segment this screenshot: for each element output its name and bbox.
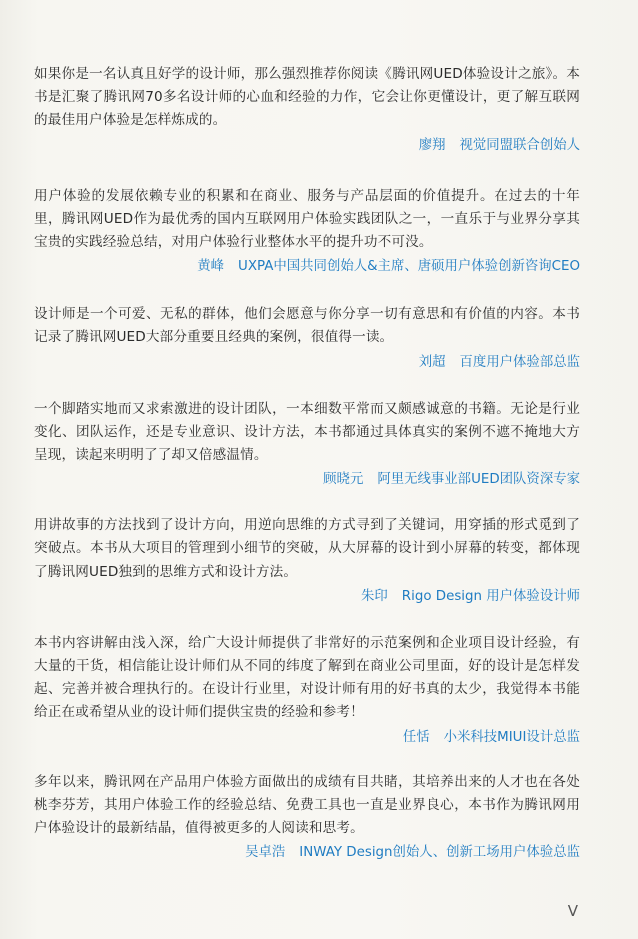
endorsement-2	[34, 185, 580, 279]
endorsement-1	[34, 63, 580, 157]
endorser-name: 任恬	[402, 729, 430, 745]
endorsement-attribution	[34, 352, 580, 374]
endorser-name: 刘超	[418, 354, 446, 370]
endorsement-3	[34, 303, 580, 373]
endorsement-text: 用讲故事的方法找到了设计方向，用逆向思维的方式寻到了关键词，用穿插的形式觅到了突破点。本书从大项目的管理到小细节的突破，从大屏幕的设计到小屏幕的转变，都体现了腾讯网UED独到的思维方式和设计方法。	[34, 517, 580, 580]
endorser-name: 黄峰	[197, 259, 225, 275]
endorsement-5	[34, 514, 580, 608]
endorsements-list	[34, 63, 580, 864]
endorsement-text: 如果你是一名认真且好学的设计师，那么强烈推荐你阅读《腾讯网UED体验设计之旅》。本书是汇聚了腾讯网70多名设计师的心血和经验的力作，它会让你更懂设计，更了解互联网的最佳用户体验是怎样炼成的。	[34, 66, 580, 129]
endorser-title: UXPA中国共同创始人&主席、唐硕用户体验创新咨询CEO	[238, 259, 580, 275]
endorsement-text: 一个脚踏实地而又求索激进的设计团队，一本细数平常而又颇感诚意的书籍。无论是行业变化、团队运作，还是专业意识、设计方法，本书都通过具体真实的案例不遮不掩地大方呈现，读起来明明了了却又倍感温情。	[34, 400, 580, 464]
endorser-name: 顾晓元	[323, 472, 364, 488]
endorser-title: INWAY Design创始人、创新工场用户体验总监	[299, 845, 580, 861]
endorsement-attribution	[34, 727, 580, 749]
endorsement-attribution	[34, 256, 580, 278]
endorsement-attribution	[34, 469, 580, 491]
endorser-title: 百度用户体验部总监	[459, 354, 580, 370]
endorser-title: 阿里无线事业部UED团队资深专家	[377, 472, 580, 488]
endorsement-4	[34, 398, 580, 492]
page-number: V	[567, 902, 578, 920]
endorsement-6	[34, 632, 580, 749]
endorser-title: Rigo Design 用户体验设计师	[401, 588, 580, 604]
endorsement-attribution	[34, 135, 580, 157]
endorser-name: 朱印	[361, 588, 388, 604]
endorser-name: 吴卓浩	[245, 845, 286, 861]
endorser-title: 小米科技MIUI设计总监	[443, 729, 580, 745]
endorsement-7	[34, 771, 580, 865]
endorser-title: 视觉同盟联合创始人	[459, 137, 580, 153]
endorsement-text: 本书内容讲解由浅入深，给广大设计师提供了非常好的示范案例和企业项目设计经验，有大量的干货，相信能让设计师们从不同的纬度了解到在商业公司里面，好的设计是怎样发起、完善并被合理执行的。在设计行业里，对设计师有用的好书真的太少，我觉得本书能给正在或希望从业的设计师们提供宝贵的经验和参考！	[34, 634, 580, 721]
endorser-name: 廖翔	[418, 137, 446, 153]
endorsement-attribution	[34, 586, 580, 608]
endorsement-text: 设计师是一个可爱、无私的群体，他们会愿意与你分享一切有意思和有价值的内容。本书记录了腾讯网UED大部分重要且经典的案例，很值得一读。	[34, 306, 580, 346]
endorsement-attribution	[34, 842, 580, 864]
endorsement-text: 多年以来，腾讯网在产品用户体验方面做出的成绩有目共睹，其培养出来的人才也在各处桃李芬芳，其用户体验工作的经验总结、免费工具也一直是业界良心，本书作为腾讯网用户体验设计的最新结晶，值得被更多的人阅读和思考。	[34, 773, 580, 837]
endorsement-text: 用户体验的发展依赖专业的积累和在商业、服务与产品层面的价值提升。在过去的十年里，腾讯网UED作为最优秀的国内互联网用户体验实践团队之一，一直乐于与业界分享其宝贵的实践经验总结，对用户体验行业整体水平的提升功不可没。	[34, 187, 580, 251]
